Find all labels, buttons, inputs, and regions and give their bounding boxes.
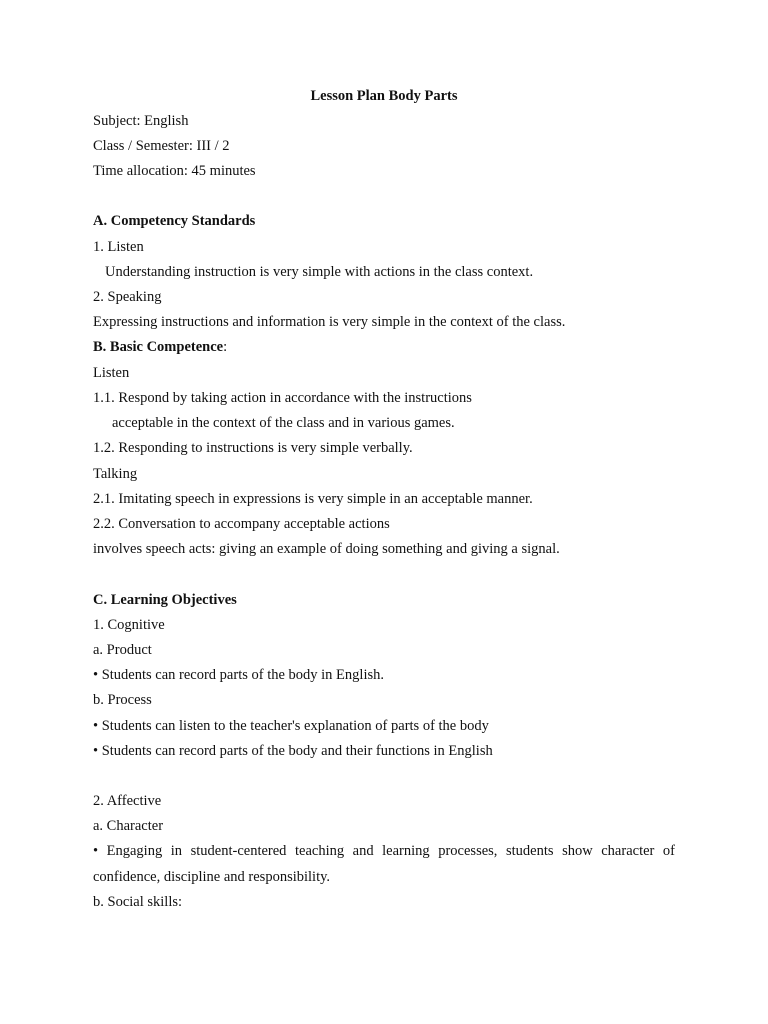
section-c-character: a. Character bbox=[93, 818, 164, 834]
section-b-heading-colon: : bbox=[223, 339, 228, 355]
section-b-item-1-1: 1.1. Respond by taking action in accordance with the instructions bbox=[93, 390, 472, 406]
section-b-talking: Talking bbox=[93, 466, 138, 482]
section-b-item-1-2: 1.2. Responding to instructions is very simple verbally. bbox=[93, 440, 413, 456]
section-b-item-1-1-continued: acceptable in the context of the class and in various games. bbox=[112, 415, 455, 431]
section-b-heading: B. Basic Competence bbox=[93, 339, 224, 355]
section-c-process: b. Process bbox=[93, 692, 152, 708]
section-b-item-2-2-continued: involves speech acts: giving an example of doing something and giving a signal. bbox=[93, 541, 560, 557]
section-a-heading: A. Competency Standards bbox=[93, 213, 256, 229]
section-c-heading: C. Learning Objectives bbox=[93, 592, 237, 608]
section-c-process-bullet-2: • Students can record parts of the body and their functions in English bbox=[93, 743, 493, 759]
section-a-item-listen: 1. Listen bbox=[93, 239, 144, 255]
section-b-listen: Listen bbox=[93, 365, 130, 381]
section-a-listen-text: Understanding instruction is very simple with actions in the class context. bbox=[105, 264, 534, 280]
section-c-character-bullet-line-1: • Engaging in student-centered teaching and learning processes, students show character of bbox=[93, 843, 675, 859]
section-b-heading-line bbox=[93, 338, 227, 356]
section-b-item-2-2: 2.2. Conversation to accompany acceptable actions bbox=[93, 516, 390, 532]
class-semester-line: Class / Semester: III / 2 bbox=[93, 138, 230, 154]
section-c-product-bullet: • Students can record parts of the body in English. bbox=[93, 667, 384, 683]
section-c-social-skills: b. Social skills: bbox=[93, 894, 183, 910]
section-c-product: a. Product bbox=[93, 642, 152, 658]
section-c-cognitive: 1. Cognitive bbox=[93, 617, 165, 633]
section-a-item-speaking: 2. Speaking bbox=[93, 289, 162, 305]
section-a-speaking-text: Expressing instructions and information is very simple in the context of the class. bbox=[93, 314, 566, 330]
section-c-character-bullet-line-2: confidence, discipline and responsibility. bbox=[93, 869, 331, 885]
section-c-affective: 2. Affective bbox=[93, 793, 162, 809]
section-c-process-bullet-1: • Students can listen to the teacher's explanation of parts of the body bbox=[93, 718, 489, 734]
subject-line: Subject: English bbox=[93, 113, 189, 129]
document-title: Lesson Plan Body Parts bbox=[310, 88, 458, 104]
section-b-item-2-1: 2.1. Imitating speech in expressions is very simple in an acceptable manner. bbox=[93, 491, 533, 507]
time-allocation-line: Time allocation: 45 minutes bbox=[93, 163, 256, 179]
